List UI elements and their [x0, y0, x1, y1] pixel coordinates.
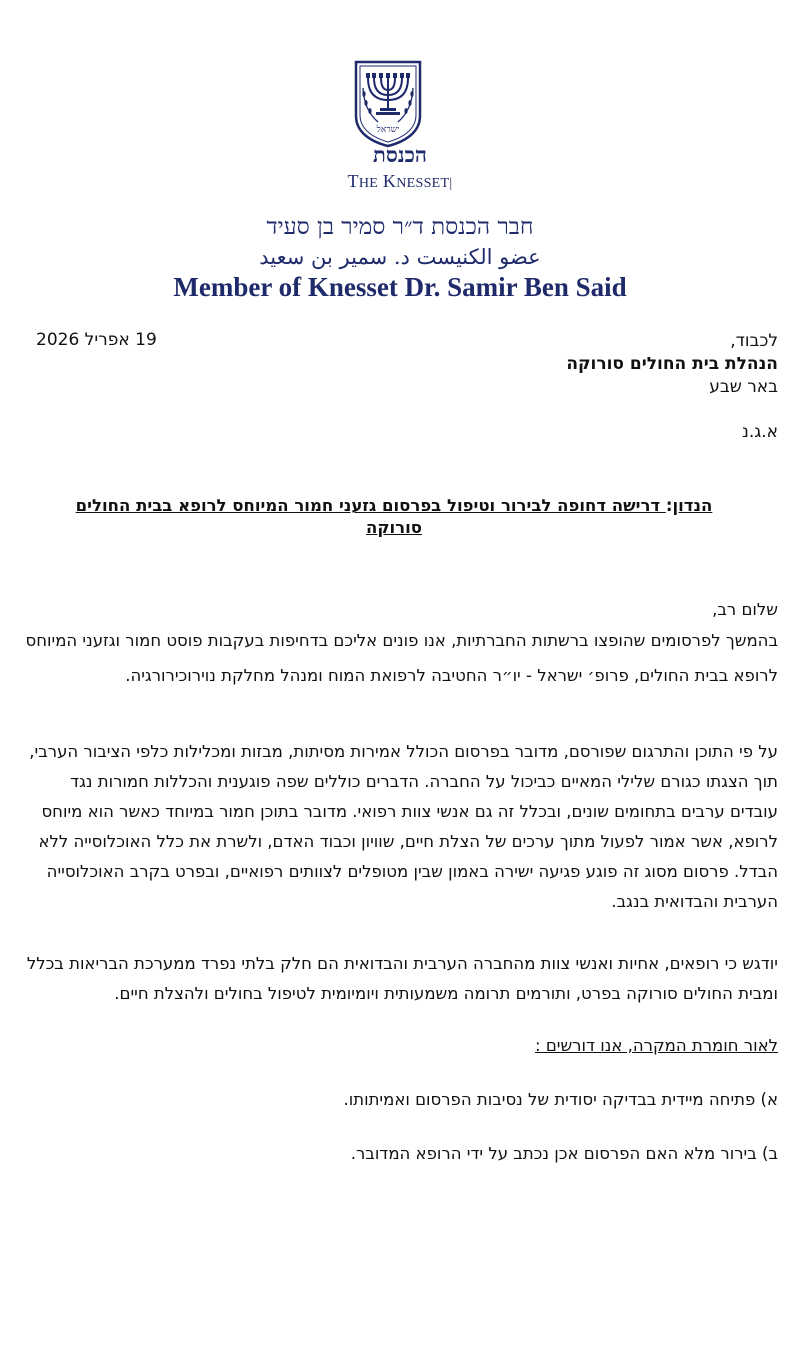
- demand-a: א) פתיחה מיידית בבדיקה יסודית של נסיבות הפרסום ואמיתותו.: [343, 1090, 778, 1109]
- member-name-hebrew: חבר הכנסת ד״ר סמיר בן סעיד: [266, 214, 534, 240]
- knesset-emblem-icon: [352, 58, 424, 148]
- to-label: לכבוד,: [730, 331, 778, 351]
- subject-line: [60, 495, 728, 539]
- knesset-hebrew-title: הכנסת: [373, 142, 427, 167]
- salutation-abbreviation: א.ג.נ: [742, 422, 778, 442]
- knesset-english-second: K: [382, 171, 397, 191]
- demands-heading: לאור חומרת המקרה, אנו דורשים :: [535, 1036, 778, 1055]
- recipient-block: [278, 330, 778, 399]
- knesset-english-first: T: [347, 171, 359, 191]
- subject-label: הנדון: [672, 496, 713, 515]
- demand-b: ב) בירור מלא האם הפרסום אכן נכתב על ידי הרופא המדובר.: [350, 1144, 778, 1163]
- member-name-arabic: عضو الكنيست د. سمير بن سعيد: [259, 245, 541, 269]
- letter-body: [22, 597, 778, 1167]
- paragraph-2: על פי התוכן והתרגום שפורסם, מדובר בפרסום הכולל אמירות מסיתות, מבזות ומכלילות כלפי הציבור הערבי, תוך הצגתו כגורם שלילי המאיים כביכול על החברה. הדברים כוללים שפה פוגענית והכללות חמורות נגד עובדים ערבים בתחומים שונים, ובכלל זה גם אנשי צוות רפואי. מדובר בתוכן חמור במיוחד כאשר הוא מיוחס לרופא, אשר אמור לפעול מתוך ערכים של הצלת חיים, שוויון וכבוד האדם, ולשרת את כלל האוכלוסייה ללא הבדל. פרסום מסוג זה פוגע פגיעה ישירה באמון שבין מטופלים לצוותים רפואיים, ובפרט בקרב האוכלוסייה הערבית והבדואית בנגב.: [29, 742, 778, 911]
- knesset-english-first-rest: HE: [358, 176, 379, 191]
- paragraph-3: יודגש כי רופאים, אחיות ואנשי צוות מהחברה הערבית והבדואית הם חלק בלתי נפרד ממערכת הבריאות בכלל ומבית החולים סורוקה בפרט, ותורמים תרומה משמעותית ויומיומית לטיפול בחולים ולהצלת חיים.: [26, 954, 778, 1003]
- emblem-caption: ישראל: [376, 125, 400, 135]
- knesset-english-second-rest: NESSET|: [396, 176, 453, 191]
- subject-colon: :: [665, 496, 673, 515]
- greeting: שלום רב,: [712, 600, 778, 619]
- subject-text: דרישה דחופה לבירור וטיפול בפרסום גזעני חמור המיוחס לרופא בבית החולים סורוקה: [75, 496, 666, 537]
- recipient-city: באר שבע: [709, 377, 778, 397]
- recipient-name: הנהלת בית החולים סורוקה: [566, 354, 778, 374]
- knesset-english-title: [0, 171, 800, 192]
- letter-date: 19 אפריל 2026: [36, 330, 157, 350]
- paragraph-1: בהמשך לפרסומים שהופצו ברשתות החברתיות, אנו פונים אליכם בדחיפות בעקבות פוסט חמור וגזעני המיוחס לרופא בבית החולים, פרופ׳ ישראל - יו״ר החטיבה לרפואת המוח ומנהל מחלקת נוירוכירורגיה.: [25, 631, 778, 685]
- member-name-english: Member of Knesset Dr. Samir Ben Said: [173, 272, 627, 302]
